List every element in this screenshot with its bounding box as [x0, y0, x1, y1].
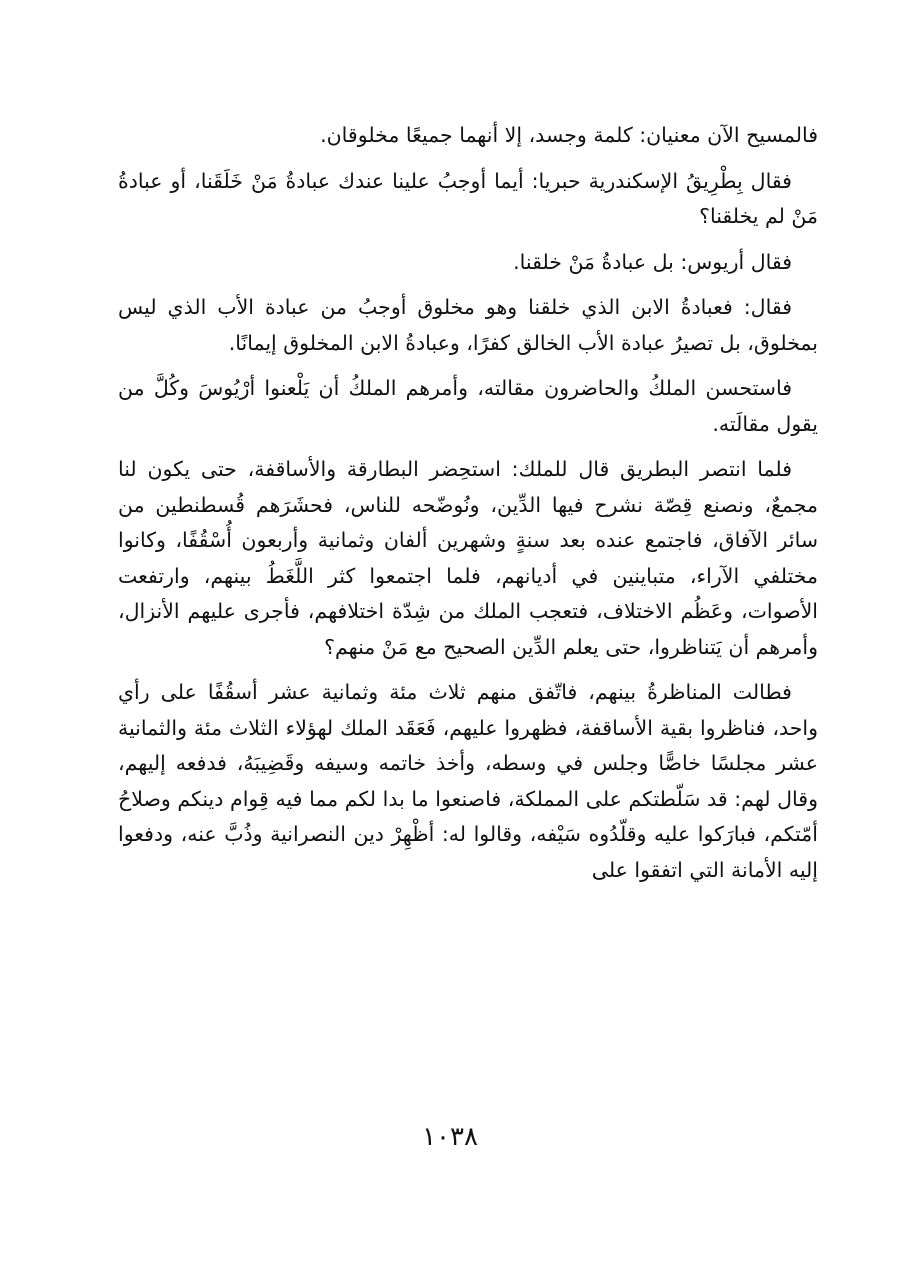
paragraph-5: فاستحسن الملكُ والحاضرون مقالته، وأمرهم الملكُ أن يَلْعنوا أرْيُوسَ وكُلَّ من يقول مقالَته. — [118, 376, 818, 436]
paragraph-4: فقال: فعبادةُ الابن الذي خلقنا وهو مخلوق أوجبُ من عبادة الأب الذي ليس بمخلوق، بل تصيرُ عبادة الأب الخالق كفرًا، وعبادةُ الابن المخلوق إيمانًا. — [118, 295, 818, 355]
paragraph-7: فطالت المناظرةُ بينهم، فاتّفق منهم ثلاث مئة وثمانية عشر أسقُفًا على رأي واحد، فناظروا بقية الأساقفة، فظهروا عليهم، فَعَقَد الملك لهؤلاء الثلاث مئة والثمانية عشر مجلسًا خاصًّا وجلس في وسطه، وأخذ خاتمه وسيفه وقَضِيبَهُ، فدفعه إليهم، وقال لهم: قد سَلّطتكم على المملكة، فاصنعوا ما بدا لكم مما فيه قِوام دينكم وصلاحُ أمّتكم، فبارَكوا عليه وقلّدُوه سَيْفه، وقالوا له: أظْهِرْ دين النصرانية وذُبَّ عنه، ودفعوا إليه الأمانة التي اتفقوا على — [118, 680, 818, 882]
paragraph-3: فقال أريوس: بل عبادةُ مَنْ خلقنا. — [513, 249, 792, 274]
page-number: ١٠٣٨ — [422, 1122, 478, 1152]
paragraph-6: فلما انتصر البطريق قال للملك: استحِضر البطارقة والأساقفة، حتى يكون لنا مجمعٌ، ونصنع قِصّة نشرح فيها الدِّين، ونُوضّحه للناس، فحشَرَهم قُسطنطين من سائر الآفاق، فاجتمع عنده بعد سنةٍ وشهرين ألفان وثمانية وأربعون أُسْقُفًا، وكانوا مختلفي الآراء، متباينين في أديانهم، فلما اجتمعوا كثر اللَّغَطُ بينهم، وارتفعت الأصوات، وعَظُم الاختلاف، فتعجب الملك من شِدّة اختلافهم، فأجرى عليهم الأنزال، وأمرهم أن يَتناظروا، حتى يعلم الدِّين الصحيح مع مَنْ منهم؟ — [118, 457, 818, 659]
page-body — [118, 118, 818, 898]
paragraph-1: فالمسيح الآن معنيان: كلمة وجسد، إلا أنهما جميعًا مخلوقان. — [320, 123, 818, 147]
paragraph-2: فقال بِطْرِيقُ الإسكندرية حبريا: أيما أوجبُ علينا عندك عبادةُ مَنْ خَلَقَنا، أو عبادةُ مَنْ لم يخلقنا؟ — [118, 168, 818, 228]
